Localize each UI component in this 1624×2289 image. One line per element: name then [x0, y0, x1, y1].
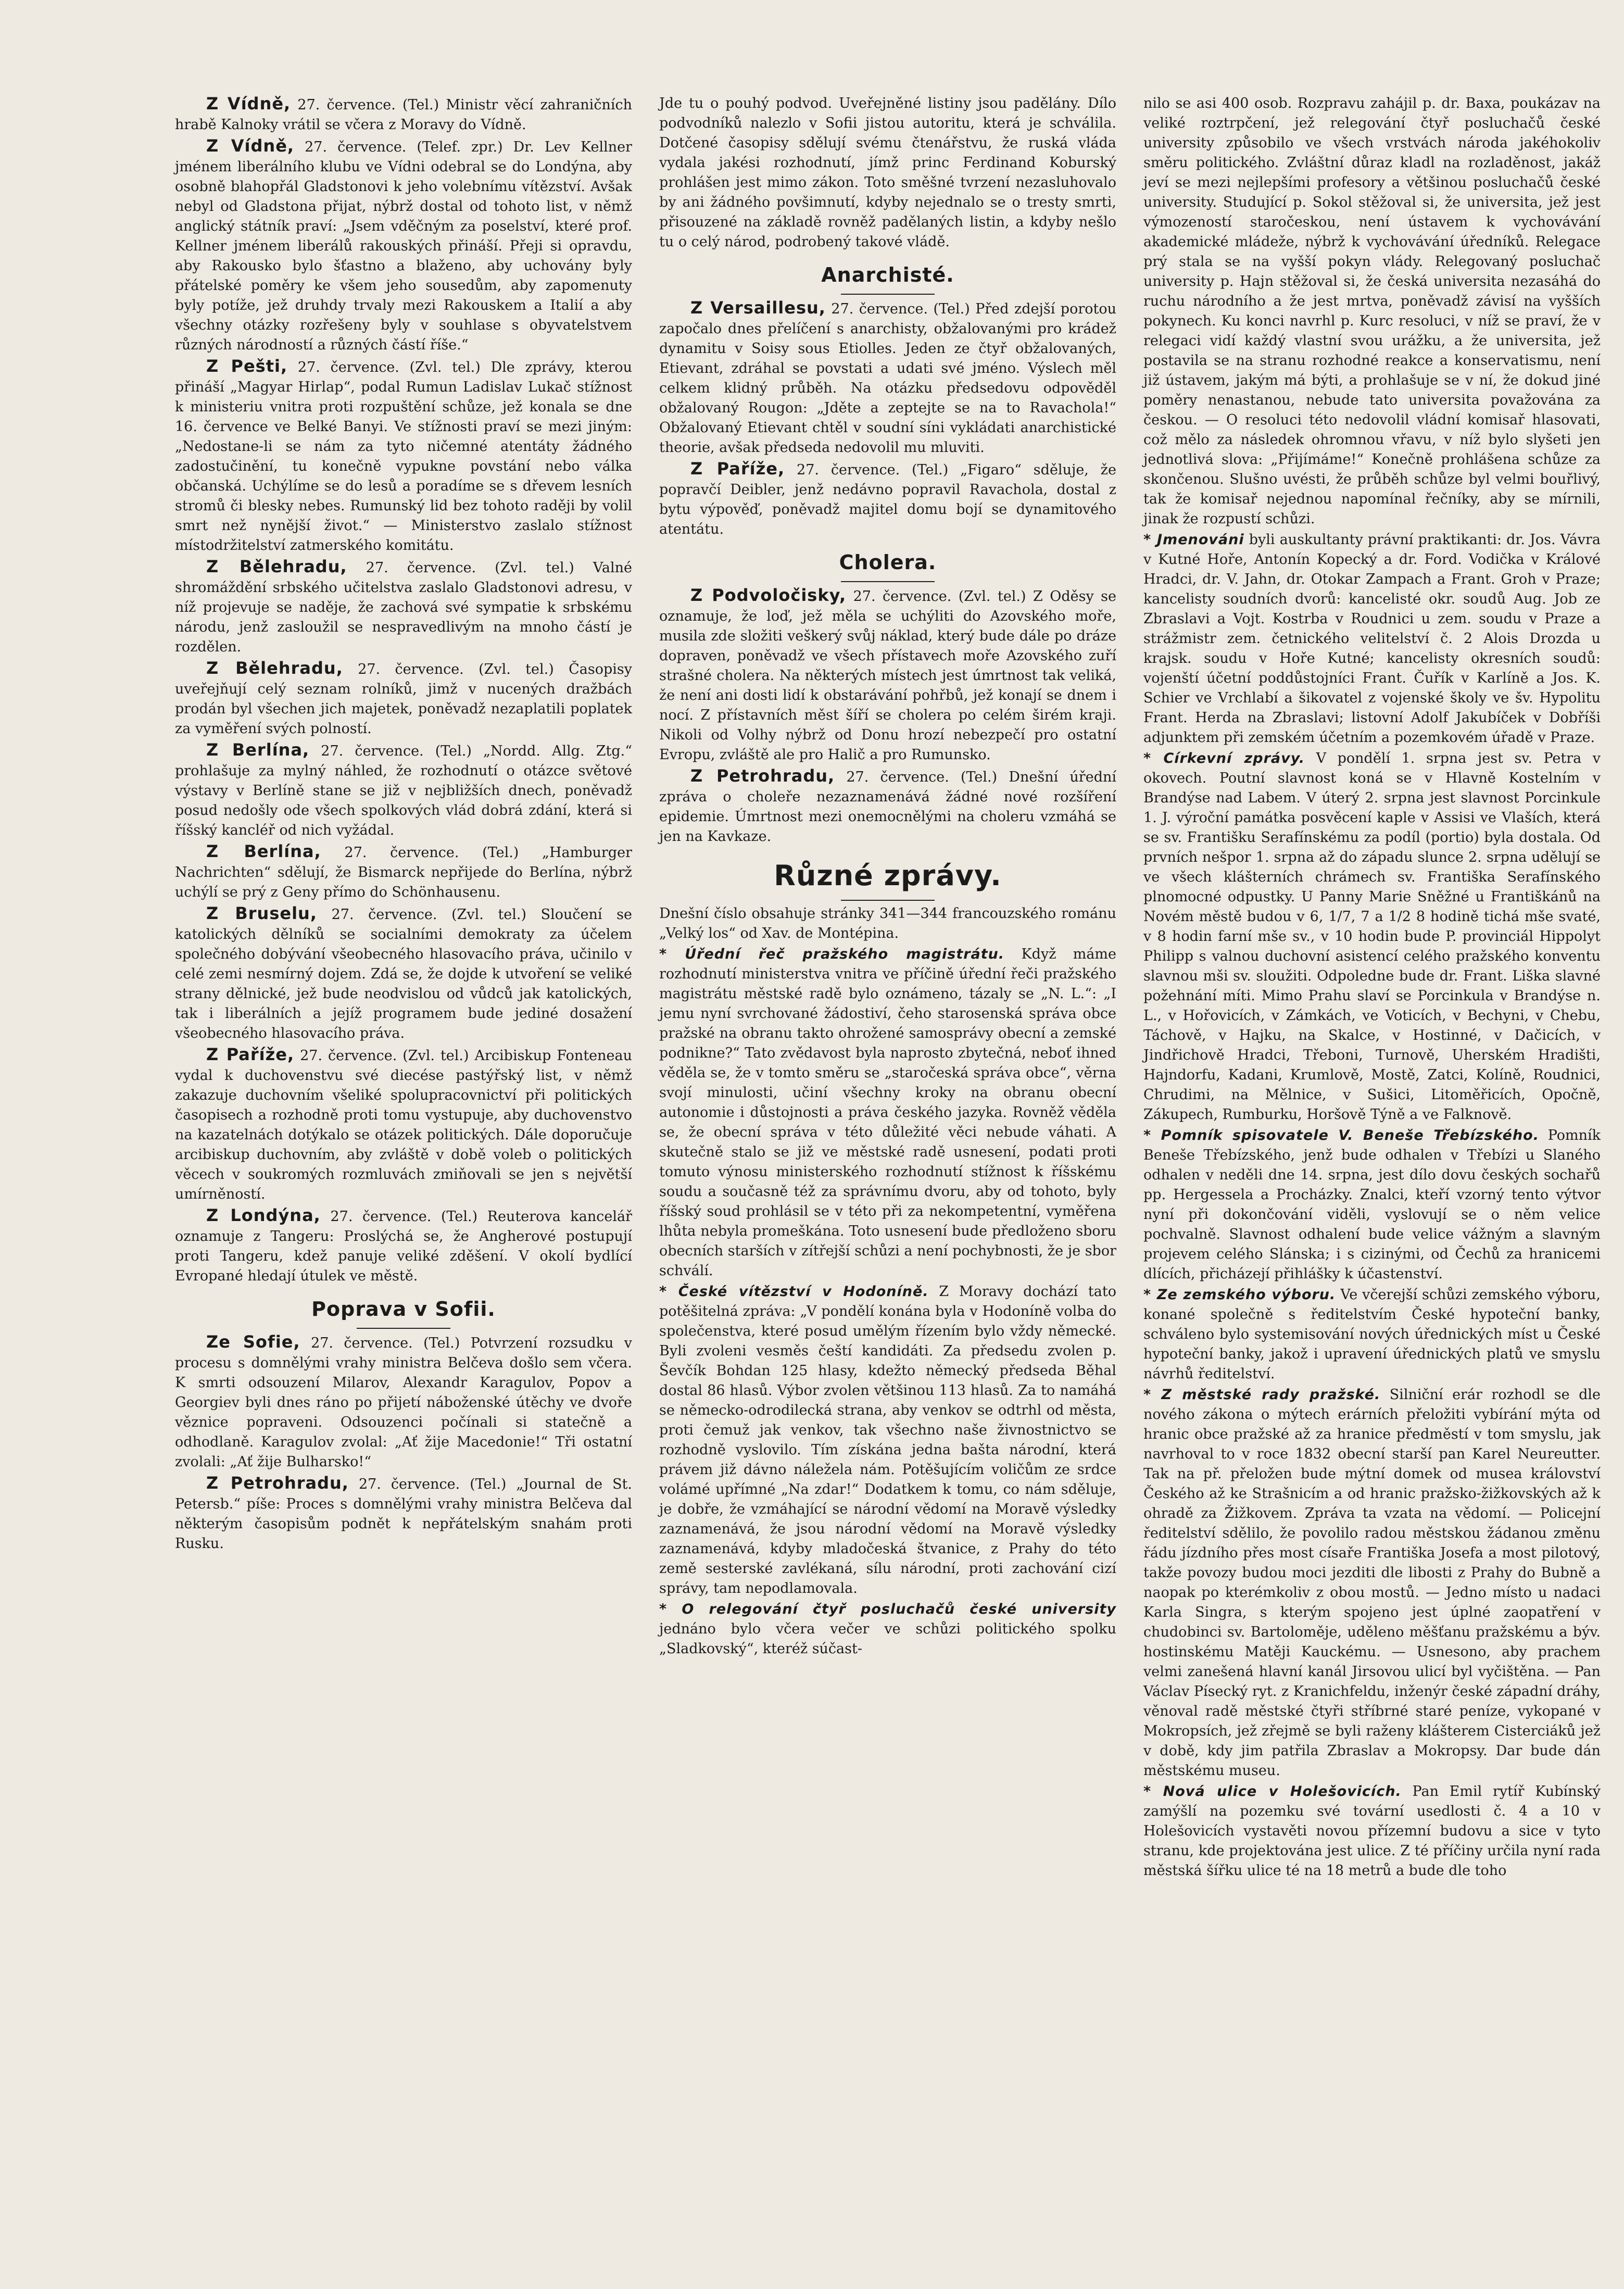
note-text: V pondělí 1. srpna jest sv. Petra v okovech. Poutní slavnost koná se v Hlavně Kostelním v Brandýse nad Labem. V úterý 2. srpna jest slavnost Porcinkule 1. J. výroční památka posvěcení kaple v Assisi ve Vlaších, která se sv. Františku Serafínskému za podíl (portio) byla dostala. Od prvních nešpor 1. srpna až do západu slunce 2. srpna udělují se ve všech klášterních chrámech sv. Františka Serafínského plnomocné odpustky. U Panny Marie Sněžné u Františkánů na Novém městě budou v 6, 1/7, 7 a 1/2 8 hodině tichá mše svaté, v 8 hodin farní mše sv., v 10 hodin bude P. provinciál Hippolyt Philipp s valnou duchovní asistencí celého pražského konventu slavnou mši sv. sloužiti. Odpoledne bude dr. Frant. Liška slavné požehnání míti. Mimo Prahu slaví se Porcinkula v Brandýse n. L., v Hořovicích, v Zámkách, ve Voticích, v Bechyni, v Chebu, Táchově, v Hajku, na Skalce, v Hostinné, v Dačicích, v Jindřichově Hradci, Třeboni, Turnově, Uherském Hradišti, Hajndorfu, Kadani, Krumlově, Mostě, Zatci, Kolíně, Roudnici, Chrudimi, na Mělnice, v Sušici, Litoměřicích, Opočně, Zákupech, Rumburku, Horšově Týně a ve Falknově. [1143, 750, 1601, 1123]
news-note [659, 1600, 1116, 1659]
section-heading: Poprava v Sofii. [311, 1298, 496, 1320]
entry-text: Dnešní číslo obsahuje stránky 341—344 francouzského románu „Velký los“ od Xav. de Montépina. [659, 905, 1116, 941]
entry-text: 27. července. (Zvl. tel.) Časopisy uveřejňují celý seznam rolníků, jimž v nucených dražbách prodán byl všechen jich majetek, poněvadž nezaplatili poplatek za vyměření svých polností. [175, 661, 632, 737]
entry-dateline: Z Vídně, [206, 136, 295, 156]
news-note [1143, 1385, 1601, 1781]
entry-text: 27. července. (Tel.) Reuterova kancelář oznamuje z Tangeru: Proslýchá se, že Angherové postupují proti Tangeru, kdež panuje veliké zděšení. V okolí bydlící Evropané hledají útulek ve městě. [175, 1209, 632, 1284]
section-heading: Anarchisté. [821, 263, 954, 286]
entry-text: 27. července. (Tel.) „Journal de St. Petersb.“ píše: Proces s domnělými vrahy ministra Belčeva dal některým časopisům podnět k nepřátelským snahám proti Rusku. [175, 1476, 633, 1552]
entry-text: 27. července. (Tel.) Potvrzení rozsudku v procesu s domnělými vrahy ministra Belčeva došlo sem včera. K smrti odsouzení Milarov, Alexandr Karagulov, Popov a Georgiev byli dnes ráno po přijetí náboženské útěchy ve dvoře věznice popraveni. Odsouzenci počínali si statečně a odhodlaně. Karagulov zvolal: „Ať žije Macedonie!“ Tři ostatní zvolali: „Ať žije Bulharsko!“ [175, 1335, 632, 1470]
news-entry [659, 94, 1116, 252]
news-note [1143, 530, 1601, 748]
note-text: Silniční erár rozhodl se dle nového zákona o mýtech erárních přeložiti vybírání mýta od hranic obce pražské až za hranice předměstí v tom smyslu, jak navrhoval to v roce 1832 obecní starší pan Karel Neureutter. Tak na př. přeložen bude mýtní domek od musea království Českého až ke Strašnicím a od hranic pražsko-žižkovských až k ohradě za Žižkovem. Zpráva ta vzata na vědomí. — Policejní ředitelství sdělilo, že povolilo radou městskou žádanou změnu řádu jízdního přes most císaře Františka Josefa a most pilotový, takže povozy budou moci jezditi dle libosti z Prahy do Bubně a naopak po kterémkoliv z obou mostů. — Jedno místo u nadaci Karla Singra, s kterým spojeno jest úplné zaopatření v chudobinci sv. Bartoloměje, uděleno měšťanu pražskému a býv. hostinskému Matěji Kauckému. — Usnesono, aby prachem velmi zanešená hlavní kanál Jirsovou ulicí byl vyčištěna. — Pan Václav Písecký ryt. z Kranichfeldu, inženýr české západní dráhy, věnoval radě městské čtyři stříbrné staré peníze, vykopané v Mokropsích, jež zřejmě se byli raženy klášterem Cisterciáků jež v době, kdy jim patřila Zbraslav a Mokropsy. Dar bude dán městskému museu. [1143, 1387, 1601, 1779]
entry-text: 27. července. (Tel.) Ministr věcí zahraničních hrabě Kalnoky vrátil se včera z Moravy do Vídně. [175, 97, 632, 133]
note-text: byli auskultanty právní praktikanti: dr. Jos. Vávra v Kutné Hoře, Antonín Kopecký a dr. Ford. Vodička v Králové Hradci, dr. V. Jahn, dr. Otokar Zampach a Frant. Groh v Praze; kancelisty soudních dvorů: kancelisté okr. soudů Aug. Job ze Zbraslavi a Vojt. Kostrba v Roudnici u zem. soudu v Praze a strážmistr zem. četnického velitelství č. 2 Alois Drozda u krajsk. soudu v Hoře Kutné; kancelisty okresních soudů: vojenští účetní poddůstojníci Frant. Čuřík v Karlíně a Jos. K. Schier ve Vrchlabí a šikovatel z vojenské školy ve šv. Hypolitu Frant. Herda na Zbraslavi; listovní Adolf Jakubíček v Dobříši adjunktem při zemském účetním a pozemkovém úřadě v Praze. [1143, 532, 1601, 746]
news-entry [175, 740, 632, 840]
section-rule [841, 294, 935, 295]
news-entry [659, 585, 1116, 765]
entry-dateline: Z Petrohradu, [690, 766, 835, 786]
entry-text: 27. července. (Telef. zpr.) Dr. Lev Kellner jménem liberálního klubu ve Vídni odebral se do Londýna, aby osobně blahopřál Gladstonovi k jeho volebnímu vítězství. Avšak nebyl od Gladstona přijat, nýbrž dostal od tohoto list, v němž anglický státník praví: „Jsem vděčným za poselství, které prof. Kellner jménem liberálů rakouských přináší. Přeji si opravdu, aby Rakousko bylo šťastno a blaženo, aby uchovány byly přátelské poměry ke všem jeho sousedům, aby zapomenuty byly potíže, jež druhdy trvaly mezi Rakouskem a Italií a aby všechny otázky rozřešeny byly v souhlase s obyvatelstvem různých národností a různých částí říše.“ [175, 139, 633, 353]
news-note [1143, 1782, 1601, 1881]
entry-text: 27. července. (Zvl. tel.) Sloučení se katolických dělníků se socialními demokraty za účelem společného dobývání všeobecného hlasovacího práva, učinilo v celé zemi nesmírný dojem. Zdá se, že dojde k utvoření se veliké strany dělnické, jež bude neodvislou od vůdců jak katolických, tak i liberálních a jejíž programem bude jediné dosažení všeobecného hlasovacího práva. [175, 907, 632, 1041]
news-entry [175, 841, 632, 902]
entry-text: 27. července. (Zvl. tel.) Arcibiskup Fonteneau vydal k duchovenstvu své diecése pastýřský list, v němž zakazuje duchovním všeliké spolupracovnictví při politických časopisech a rozhodně proti tomu vystupuje, aby duchovenstvo na kazatelnách dotýkalo se otázek politických. Dále doporučuje arcibiskup duchovním, aby zvláště v době voleb o politických věcech v soukromých rozmluvách zmiňovali se jen s největší umírněností. [175, 1048, 632, 1202]
entry-dateline: Z Bělehradu, [206, 658, 343, 678]
entry-dateline: Z Versaillesu, [690, 298, 826, 318]
section-heading: Různé zprávy. [774, 859, 1002, 892]
note-heading: * O relegování čtyř posluchačů české university [659, 1601, 1116, 1617]
note-text: Pan Emil rytíř Kubínský zamýšlí na pozemku své tovární usedlosti č. 4 a 10 v Holešovicích vystavěti novou přízemní budovu a sice v tyto stranu, kde projektována jest ulice. Z té příčiny určila nyní rada městská šířku ulice té na 18 metrů a bude dle toho [1143, 1783, 1601, 1879]
section-rule [841, 581, 935, 582]
section-rule [357, 1328, 450, 1329]
note-text: Z Moravy dochází tato potěšitelná zpráva: „V pondělí konána byla v Hodoníně volba do společenstva, které posud umělým řízením bylo vždy německé. Byli zvoleni vesměs čeští kandidáti. Za předsedu zvolen p. Ševčík Bohdan 125 hlasy, kdežto německý předseda Běhal dostal 86 hlasů. Výbor zvolen většinou 113 hlasů. Za to namáhá se německo-odrodilecká strana, aby venkov se odtrhl od města, proti čemuž jak venkov, tak všechno naše živnostnictvo se rozhodně vyslovilo. Tím získána jedna bašta národní, která právem již dávno náležela nám. Potěšujícím voličům ze srdce volámé upřímné „Na zdar!“ Dodatkem k tomu, co nám sděluje, je dobře, že vzmáhající se národní vědomí na Moravě výsledky zaznamenává, že jsou národní vědomí na Moravě výsledky zaznamenává, kdyby mladočeská štvanice, z Prahy do této země sesterské zavlékaná, sílu národní, proti zachování cizí správy, tam nepodlamovala. [659, 1284, 1116, 1596]
entry-dateline: Z Londýna, [206, 1205, 321, 1225]
news-entry [659, 459, 1116, 539]
entry-dateline: Z Petrohradu, [206, 1473, 349, 1493]
entry-dateline: Z Vídně, [206, 94, 291, 114]
news-note [1143, 1285, 1601, 1384]
news-note [1143, 749, 1601, 1125]
entry-dateline: Z Bělehradu, [206, 557, 347, 576]
entry-text: 27. července. (Zvl. tel.) Dle zprávy, kterou přináší „Magyar Hirlap“, podal Rumun Ladislav Lukač stížnost k ministeriu vnitra proti rozpuštění schůze, jež konala se dne 16. července ve Belké Banyi. Ve stížnosti praví se mezi jiným: „Nedostane-li se nám za tyto ničemné atentáty žádného zadostučinění, tu konečně vypukne povstání nebo válka občanská. Uchýlíme se do lesů a poradíme se s dřevem lesních stromů či blesky nebes. Rumunský lid bez tohoto raději by volil smrt než nynější život.“ — Ministerstvo zaslalo stížnost místodržitelství zatmerského komitátu. [175, 359, 632, 554]
note-heading: * České vítězství v Hodoníně. [659, 1284, 929, 1300]
columns [172, 94, 1601, 2223]
entry-text: Jde tu o pouhý podvod. Uveřejněné listiny jsou padělány. Dílo podvodníků nalezlo v Sofii jistou autoritu, která je schválila. Dotčené časopisy sdělují svému čtenářstvu, že ruská vláda vydala jakési rozhodnutí, jímž princ Ferdinand Koburský prohlášen jest mimo zákon. Toto směšné tvrzení nezasluhovalo by ani žádného povšimnutí, kdyby nejednalo se o tresty smrti, přisouzené na základě rovněž padělaných listin, a kdyby nešlo tu o celý národ, podrobený takové vládě. [659, 95, 1116, 250]
news-note [659, 1282, 1116, 1599]
entry-dateline: Z Paříže, [206, 1045, 295, 1064]
note-heading: * Jmenováni [1143, 532, 1244, 548]
entry-text: 27. července. (Tel.) „Nordd. Allg. Ztg.“ prohlašuje za mylný náhled, že rozhodnutí o otázce světové výstavy v Berlíně stane se již v nejbližších dnech, poněvadž posud nedošly ode všech spolkových vlád dobrá zdání, která si říšský kancléř od nich vyžádal. [175, 743, 632, 838]
note-text: jednáno bylo včera večer ve schůzi politického spolku „Sladkovský“, kteréž súčast- [659, 1621, 1116, 1657]
note-heading: * Z městské rady pražské. [1143, 1387, 1381, 1403]
entry-text: 27. července. (Zvl. tel.) Z Oděsy se oznamuje, že loď, jež měla se uchýliti do Azovského moře, musila zde složiti veškerý svůj náklad, který bude dále po dráze dopraven, poněvadž ve všech přístavech moře Azovského zuří strašné cholera. Na některých místech jest úmrtnost tak veliká, že není ani dosti lidí k obstarávání pohřbů, jež konají se dnem i nocí. Z přístavních měst šíří se cholera po celém širém kraji. Nikoli od Volhy nýbrž od Donu hrozí nebezpečí pro ostatní Evropu, zvláště ale pro Halič a pro Rumunsko. [659, 588, 1116, 763]
column-3 [1140, 94, 1604, 2223]
news-entry [175, 1332, 632, 1472]
entry-dateline: Z Pešti, [206, 356, 288, 376]
news-entry [175, 94, 632, 135]
news-entry [659, 766, 1116, 847]
news-entry [175, 1045, 632, 1204]
entry-text: 27. července. (Tel.) Dnešní úřední zpráva o choleře nezaznamenává žádné nové rozšíření epidemie. Úmrtnost mezi onemocnělými na choleru vzmáhá se jen na Kavkaze. [659, 769, 1116, 845]
news-entry [175, 557, 632, 657]
entry-dateline: Ze Sofie, [206, 1332, 300, 1352]
entry-text: 27. července. (Tel.) „Hamburger Nachrichten“ sdělují, že Bismarck nepřijede do Berlína, nýbrž uchýlí se prý z Geny přímo do Schönhausenu. [175, 845, 633, 900]
note-heading: * Pomník spisovatele V. Beneše Třebízského. [1143, 1127, 1539, 1143]
section-rule [841, 900, 935, 901]
news-entry [175, 356, 632, 556]
column-2 [656, 94, 1119, 2223]
entry-dateline: Z Podvoločisky, [690, 585, 847, 605]
entry-text: 27. července. (Tel.) „Figaro“ sděluje, že popravčí Deibler, jenž nedávno popravil Ravachola, dostal z bytu výpověď, poněvadž majitel domu bojí se dynamitového atentátu. [659, 462, 1117, 537]
note-heading: * Nová ulice v Holešovicích. [1143, 1783, 1402, 1800]
entry-text: 27. července. (Zvl. tel.) Valné shromáždění srbského učitelstva zaslalo Gladstonovi adresu, v níž projevuje se naděje, že zachová své sympatie k srbskému národu, jenž zasloužil se nespravedlivým na mnoho částí je rozdělen. [175, 560, 632, 655]
entry-dateline: Z Berlína, [206, 841, 321, 861]
news-entry [175, 658, 632, 739]
news-note [659, 945, 1116, 1281]
note-heading: * Církevní zprávy. [1143, 750, 1305, 766]
news-entry [659, 298, 1116, 458]
entry-dateline: Z Bruselu, [206, 903, 317, 923]
note-heading: * Úřední řeč pražského magistrátu. [659, 946, 1005, 962]
news-entry [175, 903, 632, 1043]
news-entry [659, 904, 1116, 944]
column-1 [172, 94, 635, 2223]
entry-text: nilo se asi 400 osob. Rozpravu zahájil p. dr. Baxa, poukázav na veliké roztrpčení, jež relegování čtyř posluchačů české university způsobilo ve všech vrstvách národa jakéhokoliv směru politického. Zvláštní důraz kladl na rozladěnost, jakáž jeví se mezi nejlepšími profesory a většinou posluchačů české university. Studující p. Sokol stěžoval si, že universita, jež jest výmozeností staročeskou, není ústavem k vychovávání akademické mládeže, nýbrž k vychovávání úředníků. Relegace prý stala se na vyšší pokyn vlády. Relegovaný posluchač university p. Hajn stěžoval si, že česká universita nezasáhá do ruchu národního a že jest mrtva, poněvadž závisí na vyšších pokynech. Ku konci navrhl p. Kurc resoluci, v níž se praví, že v relegaci vidí každý vlastní svou urážku, a že universita, jež postavila se na stranu rozhodné reakce a konservatismu, není již ústavem, jakým má býti, a prohlašuje se v ní, že dokud jiné poměry nenastanou, nebude tato universita považována za českou. — O resoluci této nedovolil vládní komisař hlasovati, což mělo za následek ohromnou vřavu, v níž bylo slyšeti jen jednotlivá slova: „Přijímáme!“ Konečně prohlášena schůze za skončenou. Slušno uvésti, že průběh schůze byl velmi bouřlivý, tak že komisař nejednou napomínal řečníky, aby se mírnili, jinak že rozpustí schůzi. [1143, 95, 1601, 527]
entry-dateline: Z Berlína, [206, 740, 310, 760]
news-entry [175, 136, 632, 355]
news-entry [175, 1205, 632, 1286]
section-heading: Cholera. [839, 551, 937, 574]
note-text: Ve včerejší schůzi zemského výboru, konané společně s ředitelstvím České hypoteční banky, schváleno bylo systemisování nových úřednických míst u České hypoteční banky, jakož i upravení úřednických platů ve smyslu návrhů ředitelství. [1143, 1287, 1601, 1382]
entry-dateline: Z Paříže, [690, 459, 785, 479]
news-entry [175, 1473, 632, 1554]
note-heading: * Ze zemského výboru. [1143, 1287, 1336, 1303]
note-text: Pomník Beneše Třebízského, jenž bude odhalen v Třebízi u Slaného odhalen v neděli dne 14. srpna, jest dílo dovu českých sochařů pp. Hergessela a Procházky. Znalci, kteří vzorný tento výtvor nyní při dokončování viděli, vyslovují se o něm velice pochvalně. Slavnost odhalení bude velice vážným a slavným projevem celého Slánska; i s cizinými, od Čechů za hranicemi dlících, přicházejí přihlášky k účastenství. [1143, 1127, 1601, 1282]
note-text: Když máme rozhodnutí ministerstva vnitra ve příčině úřední řeči pražského magistrátu městské radě bylo oznámeno, tázaly se „N. L.“: „I jemu nyní svrchované žádostiví, čeho starosenská správa obce pražské na obranu takto ohrožené samosprávy obecní a zemské podnikne?“ Tato zvědavost byla naprosto zbytečná, neboť ihned věděla se, že v tomto směru se „staročeská správa obce“, věrna svojí minulosti, učiní všechny kroky na obranu obecní autonomie i důstojnosti a práva českého jazyka. Rovněž věděla se, že obecní správa v této důležité věci nebude váhati. A skutečně stalo se již ve městské radě usnesení, podati proti tomuto výnosu ministerského rozhodnutí stížnost k říšskému soudu a současně též za správnímu dvoru, aby od tohoto, byly říšský soud prohlásil se v této při za nekompetentní, vyměřena lhůta nebyla promeškána. Toto usnesení bude předloženo sboru obecních starších v zítřejší schůzi a není pochybnosti, že je sbor schválí. [659, 946, 1117, 1279]
news-entry [1143, 94, 1601, 529]
news-note [1143, 1126, 1601, 1284]
entry-text: 27. července. (Tel.) Před zdejší porotou započalo dnes přelíčení s anarchisty, obžalovanými pro krádež dynamitu v Soisy sous Etiolles. Jeden ze čtyř obžalovaných, Etievant, zdráhal se povstati a udati své jméno. Výslech měl celkem klidný průběh. Na otázku předsedovu odpověděl obžalovaný Rougon: „Jděte a zeptejte se na to Ravachola!“ Obžalovaný Etievant chtěl v soudní síni vykládati anarchistické theorie, avšak předseda nedovolil mu mluviti. [659, 301, 1116, 456]
